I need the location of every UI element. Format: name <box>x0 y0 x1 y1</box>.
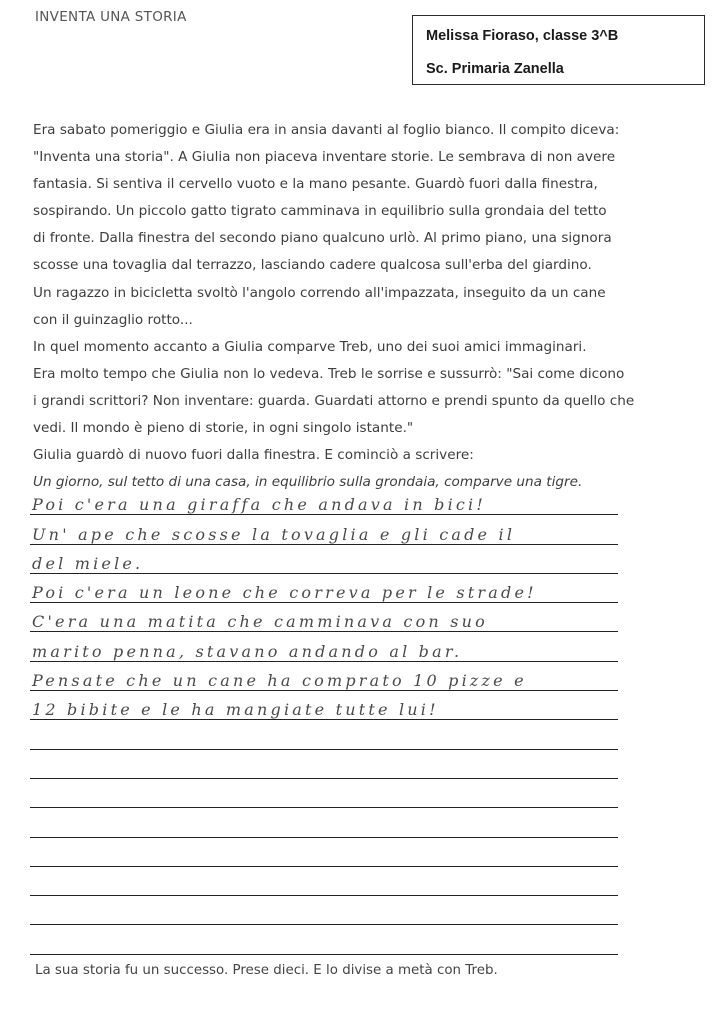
story-line: vedi. Il mondo è pieno di storie, in ogni singolo istante." <box>33 420 414 437</box>
ruled-line <box>30 544 618 545</box>
story-line: Giulia guardò di nuovo fuori dalla finestra. E cominciò a scrivere: <box>33 447 474 464</box>
writing-line <box>28 752 618 781</box>
student-info-box <box>412 15 705 85</box>
handwritten-text: Un' ape che scosse la tovaglia e gli cade il <box>32 524 516 544</box>
story-line: Un ragazzo in bicicletta svoltò l'angolo correndo all'impazzata, inseguito da un cane <box>33 284 606 301</box>
story-text <box>33 117 673 496</box>
page-title: INVENTA UNA STORIA <box>35 9 187 25</box>
writing-line <box>28 634 618 663</box>
writing-line <box>28 898 618 927</box>
handwritten-text: marito penna, stavano andando al bar. <box>32 641 463 661</box>
ruled-line <box>30 749 618 750</box>
ruled-line <box>30 514 618 515</box>
ruled-line <box>30 924 618 925</box>
story-line: Era sabato pomeriggio e Giulia era in ansia davanti al foglio bianco. Il compito diceva: <box>33 122 620 138</box>
ruled-line <box>30 807 618 808</box>
story-line: Era molto tempo che Giulia non lo vedeva. Treb le sorrise e sussurrò: "Sai come dicono <box>33 365 625 382</box>
writing-line <box>28 840 618 869</box>
handwritten-text: C'era una matita che camminava con suo <box>32 612 488 632</box>
ruled-line <box>30 778 618 779</box>
handwritten-text: del miele. <box>32 553 144 573</box>
writing-line <box>28 664 618 693</box>
story-prompt-italic: Un giorno, sul tetto di una casa, in equilibrio sulla grondaia, comparve una tigre. <box>33 474 583 491</box>
ruled-line <box>30 895 618 896</box>
ruled-line <box>30 690 618 691</box>
writing-line <box>28 781 618 810</box>
ruled-line <box>30 866 618 867</box>
story-line: fantasia. Si sentiva il cervello vuoto e la mano pesante. Guardò fuori dalla finestra, <box>33 176 598 193</box>
story-line: i grandi scrittori? Non inventare: guarda. Guardati attorno e prendi spunto da quello che <box>33 392 635 409</box>
ruled-line <box>30 719 618 720</box>
writing-line <box>28 869 618 898</box>
writing-line <box>28 927 618 956</box>
closing-sentence: La sua storia fu un successo. Prese dieci. E lo divise a metà con Treb. <box>35 963 498 978</box>
writing-line <box>28 810 618 839</box>
handwritten-text: Poi c'era una giraffa che andava in bici! <box>32 495 486 515</box>
writing-line <box>28 693 618 722</box>
handwritten-text: 12 bibite e le ha mangiate tutte lui! <box>32 700 439 720</box>
writing-line <box>28 605 618 634</box>
writing-line <box>28 722 618 751</box>
handwritten-text: Poi c'era un leone che correva per le strade! <box>32 583 537 603</box>
writing-line <box>28 576 618 605</box>
student-name-class: Melissa Fioraso, classe 3^B <box>426 28 619 44</box>
story-line: In quel momento accanto a Giulia comparve Treb, uno dei suoi amici immaginari. <box>33 338 587 355</box>
ruled-line <box>30 573 618 574</box>
writing-line <box>28 488 618 517</box>
school-name: Sc. Primaria Zanella <box>426 61 564 77</box>
ruled-line <box>30 837 618 838</box>
ruled-line <box>30 631 618 632</box>
story-line: "Inventa una storia". A Giulia non piaceva inventare storie. Le sembrava di non avere <box>33 149 616 166</box>
handwriting-area <box>28 488 618 957</box>
story-line: di fronte. Dalla finestra del secondo piano qualcuno urlò. Al primo piano, una signora <box>33 230 612 247</box>
story-line: scosse una tovaglia dal terrazzo, lasciando cadere qualcosa sull'erba del giardino. <box>33 257 592 274</box>
ruled-line <box>30 661 618 662</box>
ruled-line <box>30 602 618 603</box>
ruled-line <box>30 954 618 955</box>
writing-line <box>28 517 618 546</box>
writing-line <box>28 547 618 576</box>
story-line: con il guinzaglio rotto... <box>33 311 193 328</box>
story-line: sospirando. Un piccolo gatto tigrato camminava in equilibrio sulla grondaia del tetto <box>33 203 607 220</box>
handwritten-text: Pensate che un cane ha comprato 10 pizze e <box>32 671 527 691</box>
